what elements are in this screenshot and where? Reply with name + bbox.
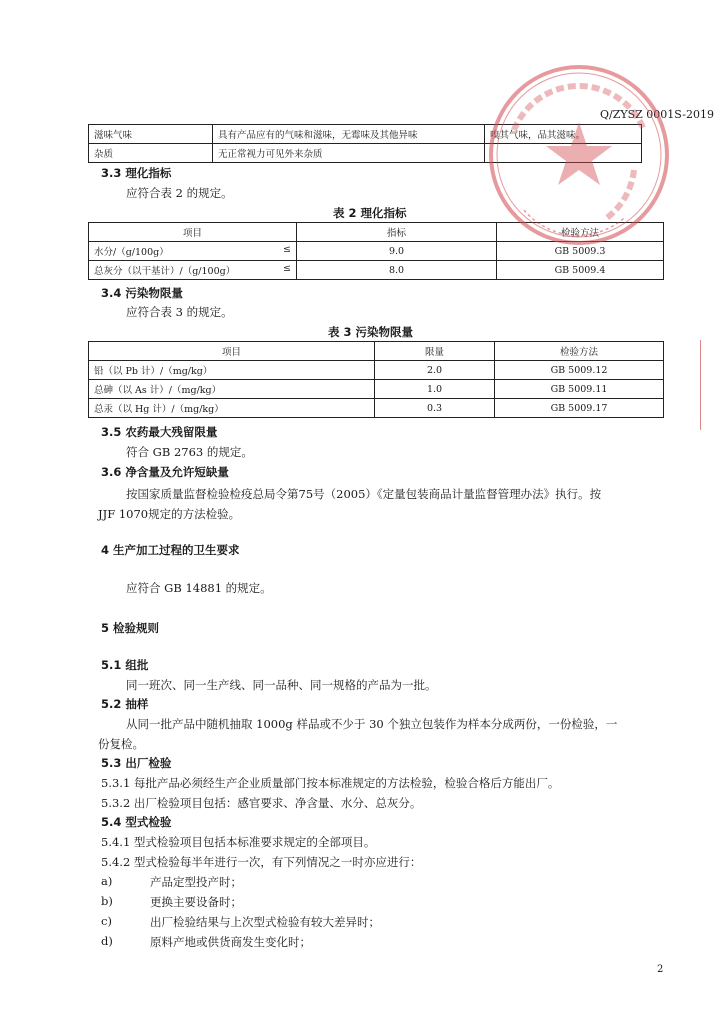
section-4-heading: 4 生产加工过程的卫生要求	[101, 543, 240, 557]
list-item-text: 产品定型投产时；	[150, 875, 242, 889]
item-text: 总灰分（以干基计）/（g/100g）	[94, 266, 236, 277]
table-cell: 9.0	[297, 242, 497, 261]
table-cell: GB 5009.3	[497, 242, 664, 261]
section-5-heading: 5 检验规则	[101, 621, 160, 635]
table2-caption: 表 2 理化指标	[333, 206, 407, 220]
table-cell: 铅（以 Pb 计）/（mg/kg）	[89, 361, 375, 380]
section-3-6-line1: 按国家质量监督检验检疫总局令第75号（2005）《定量包装商品计量监督管理办法》执行。按	[126, 487, 602, 501]
section-3-6-line2: JJF 1070规定的方法检验。	[98, 507, 241, 521]
table3-caption: 表 3 污染物限量	[328, 325, 414, 339]
section-4-text: 应符合 GB 14881 的规定。	[126, 581, 272, 595]
table-cell: 杂质	[89, 144, 213, 163]
section-5-2-line1: 从同一批产品中随机抽取 1000g 样品或不少于 30 个独立包装作为样本分成两份，一份检验，一	[126, 717, 618, 731]
page-number: 2	[657, 964, 664, 975]
operator: ≤	[283, 263, 291, 274]
table3	[88, 341, 664, 418]
list-item-text: 出厂检验结果与上次型式检验有较大差异时；	[150, 915, 380, 929]
document-code: Q/ZYSZ 0001S-2019	[600, 108, 714, 121]
column-header: 检验方法	[497, 223, 664, 242]
edge-stamp-fragment	[700, 340, 724, 430]
section-5-3-heading: 5.3 出厂检验	[101, 756, 172, 770]
company-seal-stamp	[484, 60, 674, 250]
section-3-3-heading: 3.3 理化指标	[101, 166, 172, 180]
item-text: 水分/（g/100g）	[94, 247, 169, 258]
column-header: 项目	[89, 342, 375, 361]
list-item-label: a)	[101, 874, 113, 888]
section-3-5-text: 符合 GB 2763 的规定。	[126, 445, 253, 459]
section-5-3-2: 5.3.2 出厂检验项目包括：感官要求、净含量、水分、总灰分。	[101, 796, 422, 810]
table-cell: 8.0	[297, 261, 497, 280]
list-item-label: b)	[101, 894, 113, 908]
column-header: 检验方法	[495, 342, 664, 361]
table-cell	[89, 242, 297, 261]
section-5-3-1: 5.3.1 每批产品必须经生产企业质量部门按本标准规定的方法检验，检验合格后方能出厂。	[101, 776, 560, 790]
table-cell: 无正常视力可见外来杂质	[213, 144, 485, 163]
table-row	[89, 380, 664, 399]
section-3-6-heading: 3.6 净含量及允许短缺量	[101, 465, 229, 479]
operator: ≤	[283, 244, 291, 255]
section-5-1-heading: 5.1 组批	[101, 658, 149, 672]
table-row	[89, 261, 664, 280]
table-cell	[89, 261, 297, 280]
table-header-row	[89, 342, 664, 361]
table-cell: GB 5009.12	[495, 361, 664, 380]
section-5-4-1: 5.4.1 型式检验项目包括本标准要求规定的全部项目。	[101, 835, 376, 849]
section-3-5-heading: 3.5 农药最大残留限量	[101, 425, 218, 439]
table-cell: 滋味气味	[89, 125, 213, 144]
list-item-label: c)	[101, 914, 112, 928]
list-item-text: 更换主要设备时；	[150, 895, 242, 909]
table-cell: 总汞（以 Hg 计）/（mg/kg）	[89, 399, 375, 418]
table-cell: GB 5009.17	[495, 399, 664, 418]
section-5-4-2: 5.4.2 型式检验每半年进行一次，有下列情况之一时亦应进行：	[101, 855, 422, 869]
table-cell: 1.0	[375, 380, 495, 399]
table-cell: GB 5009.4	[497, 261, 664, 280]
list-item-label: d)	[101, 934, 113, 948]
table-cell: GB 5009.11	[495, 380, 664, 399]
table-cell: 总砷（以 As 计）/（mg/kg）	[89, 380, 375, 399]
column-header: 项目	[89, 223, 297, 242]
section-3-3-text: 应符合表 2 的规定。	[126, 186, 233, 200]
list-item-text: 原料产地或供货商发生变化时；	[150, 935, 311, 949]
section-3-4-text: 应符合表 3 的规定。	[126, 305, 233, 319]
column-header: 限量	[375, 342, 495, 361]
table-cell: 嗅其气味，品其滋味。	[485, 125, 642, 144]
table-cell: 2.0	[375, 361, 495, 380]
section-5-2-heading: 5.2 抽样	[101, 697, 149, 711]
column-header: 指标	[297, 223, 497, 242]
section-3-4-heading: 3.4 污染物限量	[101, 286, 183, 300]
table-cell: 具有产品应有的气味和滋味，无霉味及其他异味	[213, 125, 485, 144]
table-cell: 0.3	[375, 399, 495, 418]
section-5-1-text: 同一班次、同一生产线、同一品种、同一规格的产品为一批。	[126, 678, 437, 692]
section-5-2-line2: 份复检。	[98, 737, 144, 751]
table-row	[89, 399, 664, 418]
section-5-4-heading: 5.4 型式检验	[101, 815, 172, 829]
table-row	[89, 361, 664, 380]
